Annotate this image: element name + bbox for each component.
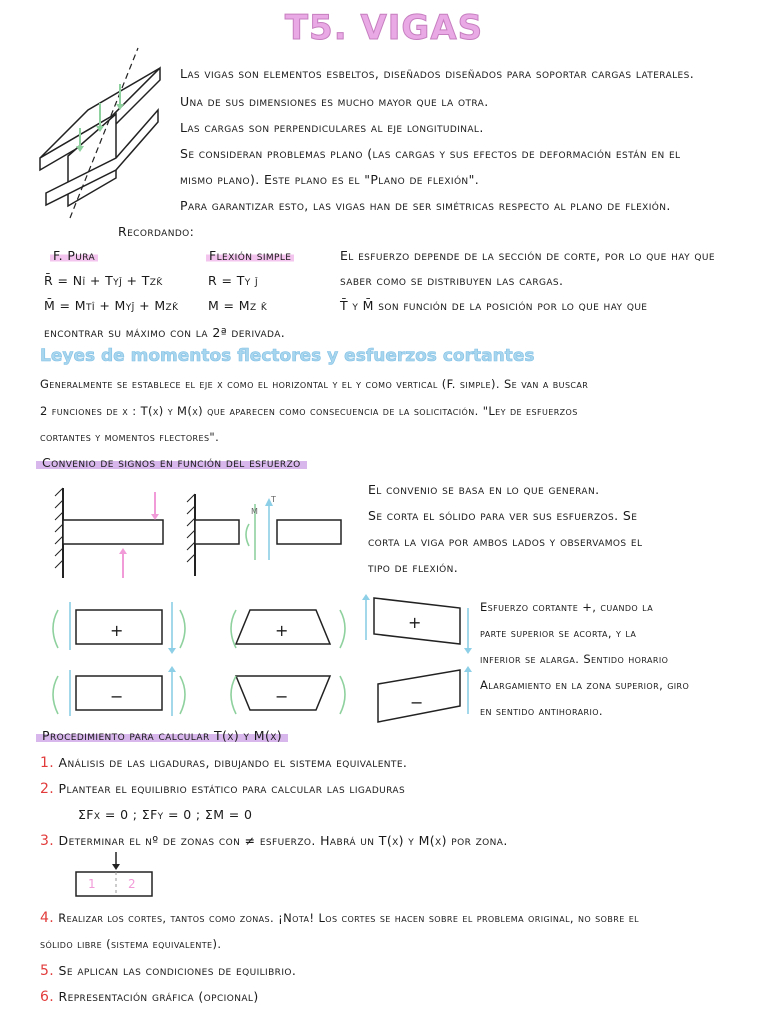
- step-number: 4.: [40, 910, 55, 926]
- step-text: Plantear el equilibrio estático para calcular las ligaduras: [58, 781, 406, 796]
- intro-line: Se consideran problemas plano (las cargas y sus efectos de deformación están en el: [180, 146, 681, 161]
- plus-sign: +: [275, 621, 289, 640]
- f-simple-label: Flexión simple: [206, 248, 294, 263]
- intro-line: Las cargas son perpendiculares al eje longitudinal.: [180, 120, 484, 135]
- cortante-line: en sentido antihorario.: [480, 704, 603, 718]
- svg-text:T: T: [271, 495, 276, 504]
- step-item: [40, 755, 407, 771]
- zone-1-label: 1: [88, 877, 96, 891]
- intro-line: mismo plano). Este plano es el "Plano de flexión".: [180, 172, 480, 187]
- step-text: Se aplican las condiciones de equilibrio.: [58, 963, 297, 978]
- intro-line: Para garantizar esto, las vigas han de ser simétricas respecto al plano de flexión.: [180, 198, 671, 213]
- step-text: Determinar el nº de zonas con ≠ esfuerzo. Habrá un T(x) y M(x) por zona.: [58, 833, 508, 848]
- note-line: T̄ y M̄ son función de la posición por lo que hay que: [340, 298, 648, 313]
- step-number: 1.: [40, 755, 55, 771]
- minus-sign: −: [110, 687, 124, 706]
- i-beam-illustration: [40, 48, 170, 218]
- f-pura-r: R̄ = Nî + Tyĵ + Tzk̂: [44, 273, 163, 288]
- convenio-line: Se corta el sólido para ver sus esfuerzos. Se: [368, 508, 638, 523]
- step-item: [40, 989, 259, 1005]
- intro-line: Una de sus dimensiones es mucho mayor que la otra.: [180, 94, 489, 109]
- cortante-line: inferior se alarga. Sentido horario: [480, 652, 669, 666]
- step-item: [40, 781, 405, 797]
- equilibrium-equations: ΣFx = 0 ; ΣFy = 0 ; ΣM = 0: [78, 807, 253, 822]
- zones-diagram: [76, 852, 156, 900]
- procedure-title: Procedimiento para calcular T(x) y M(x): [36, 728, 288, 743]
- cortante-line: Esfuerzo cortante +, cuando la: [480, 600, 654, 614]
- step-item: [40, 833, 508, 849]
- step-number: 3.: [40, 833, 55, 849]
- step-text: Representación gráfica (opcional): [58, 989, 259, 1004]
- svg-text:M: M: [251, 507, 258, 516]
- step-text: sólido libre (sistema equivalente).: [40, 937, 222, 951]
- f-simple-m: M = Mz k̂: [208, 298, 268, 313]
- step-text: Análisis de las ligaduras, dibujando el sistema equivalente.: [58, 755, 408, 770]
- plus-sign: +: [110, 621, 124, 640]
- recordando-label: Recordando:: [118, 224, 195, 239]
- zone-2-label: 2: [128, 877, 136, 891]
- step-item: [40, 910, 639, 926]
- f-pura-m: M̄ = Mtî + Myĵ + Mzk̂: [44, 298, 179, 313]
- leyes-line: Generalmente se establece el eje x como el horizontal y el y como vertical (F. simple). Se van a buscar: [40, 377, 589, 391]
- convenio-line: El convenio se basa en lo que generan.: [368, 482, 600, 497]
- page-title: T5. VIGAS: [284, 8, 484, 48]
- sign-convention-diagrams: [40, 594, 470, 734]
- convenio-line: tipo de flexión.: [368, 560, 459, 575]
- leyes-line: cortantes y momentos flectores".: [40, 430, 220, 444]
- plus-sign: +: [408, 613, 422, 632]
- minus-sign: −: [410, 693, 424, 712]
- cortante-line: parte superior se acorta, y la: [480, 626, 637, 640]
- cut-beam-diagram: [55, 488, 345, 588]
- step-number: 2.: [40, 781, 55, 797]
- note-line: El esfuerzo depende de la sección de corte, por lo que hay que: [340, 248, 715, 263]
- step-item: [40, 963, 296, 979]
- cortante-line: Alargamiento en la zona superior, giro: [480, 678, 690, 692]
- note-line: saber como se distribuyen las cargas.: [340, 273, 564, 288]
- intro-line: Las vigas son elementos esbeltos, diseñados diseñados para soportar cargas laterales.: [180, 66, 695, 81]
- convenio-title: Convenio de signos en función del esfuerzo: [36, 455, 307, 470]
- f-simple-r: R = Ty ĵ: [208, 273, 259, 288]
- f-pura-label: F. Pura: [50, 248, 98, 263]
- step-number: 5.: [40, 963, 55, 979]
- section-title: Leyes de momentos flectores y esfuerzos cortantes: [40, 346, 535, 366]
- note-line: encontrar su máximo con la 2ª derivada.: [44, 325, 286, 340]
- step-text: Realizar los cortes, tantos como zonas. ¡Nota! Los cortes se hacen sobre el problema original, no sobre el: [58, 911, 640, 925]
- convenio-line: corta la viga por ambos lados y observamos el: [368, 534, 643, 549]
- minus-sign: −: [275, 687, 289, 706]
- step-number: 6.: [40, 989, 55, 1005]
- leyes-line: 2 funciones de x : T(x) y M(x) que aparecen como consecuencia de la solicitación. "Ley de esfuerzos: [40, 404, 578, 418]
